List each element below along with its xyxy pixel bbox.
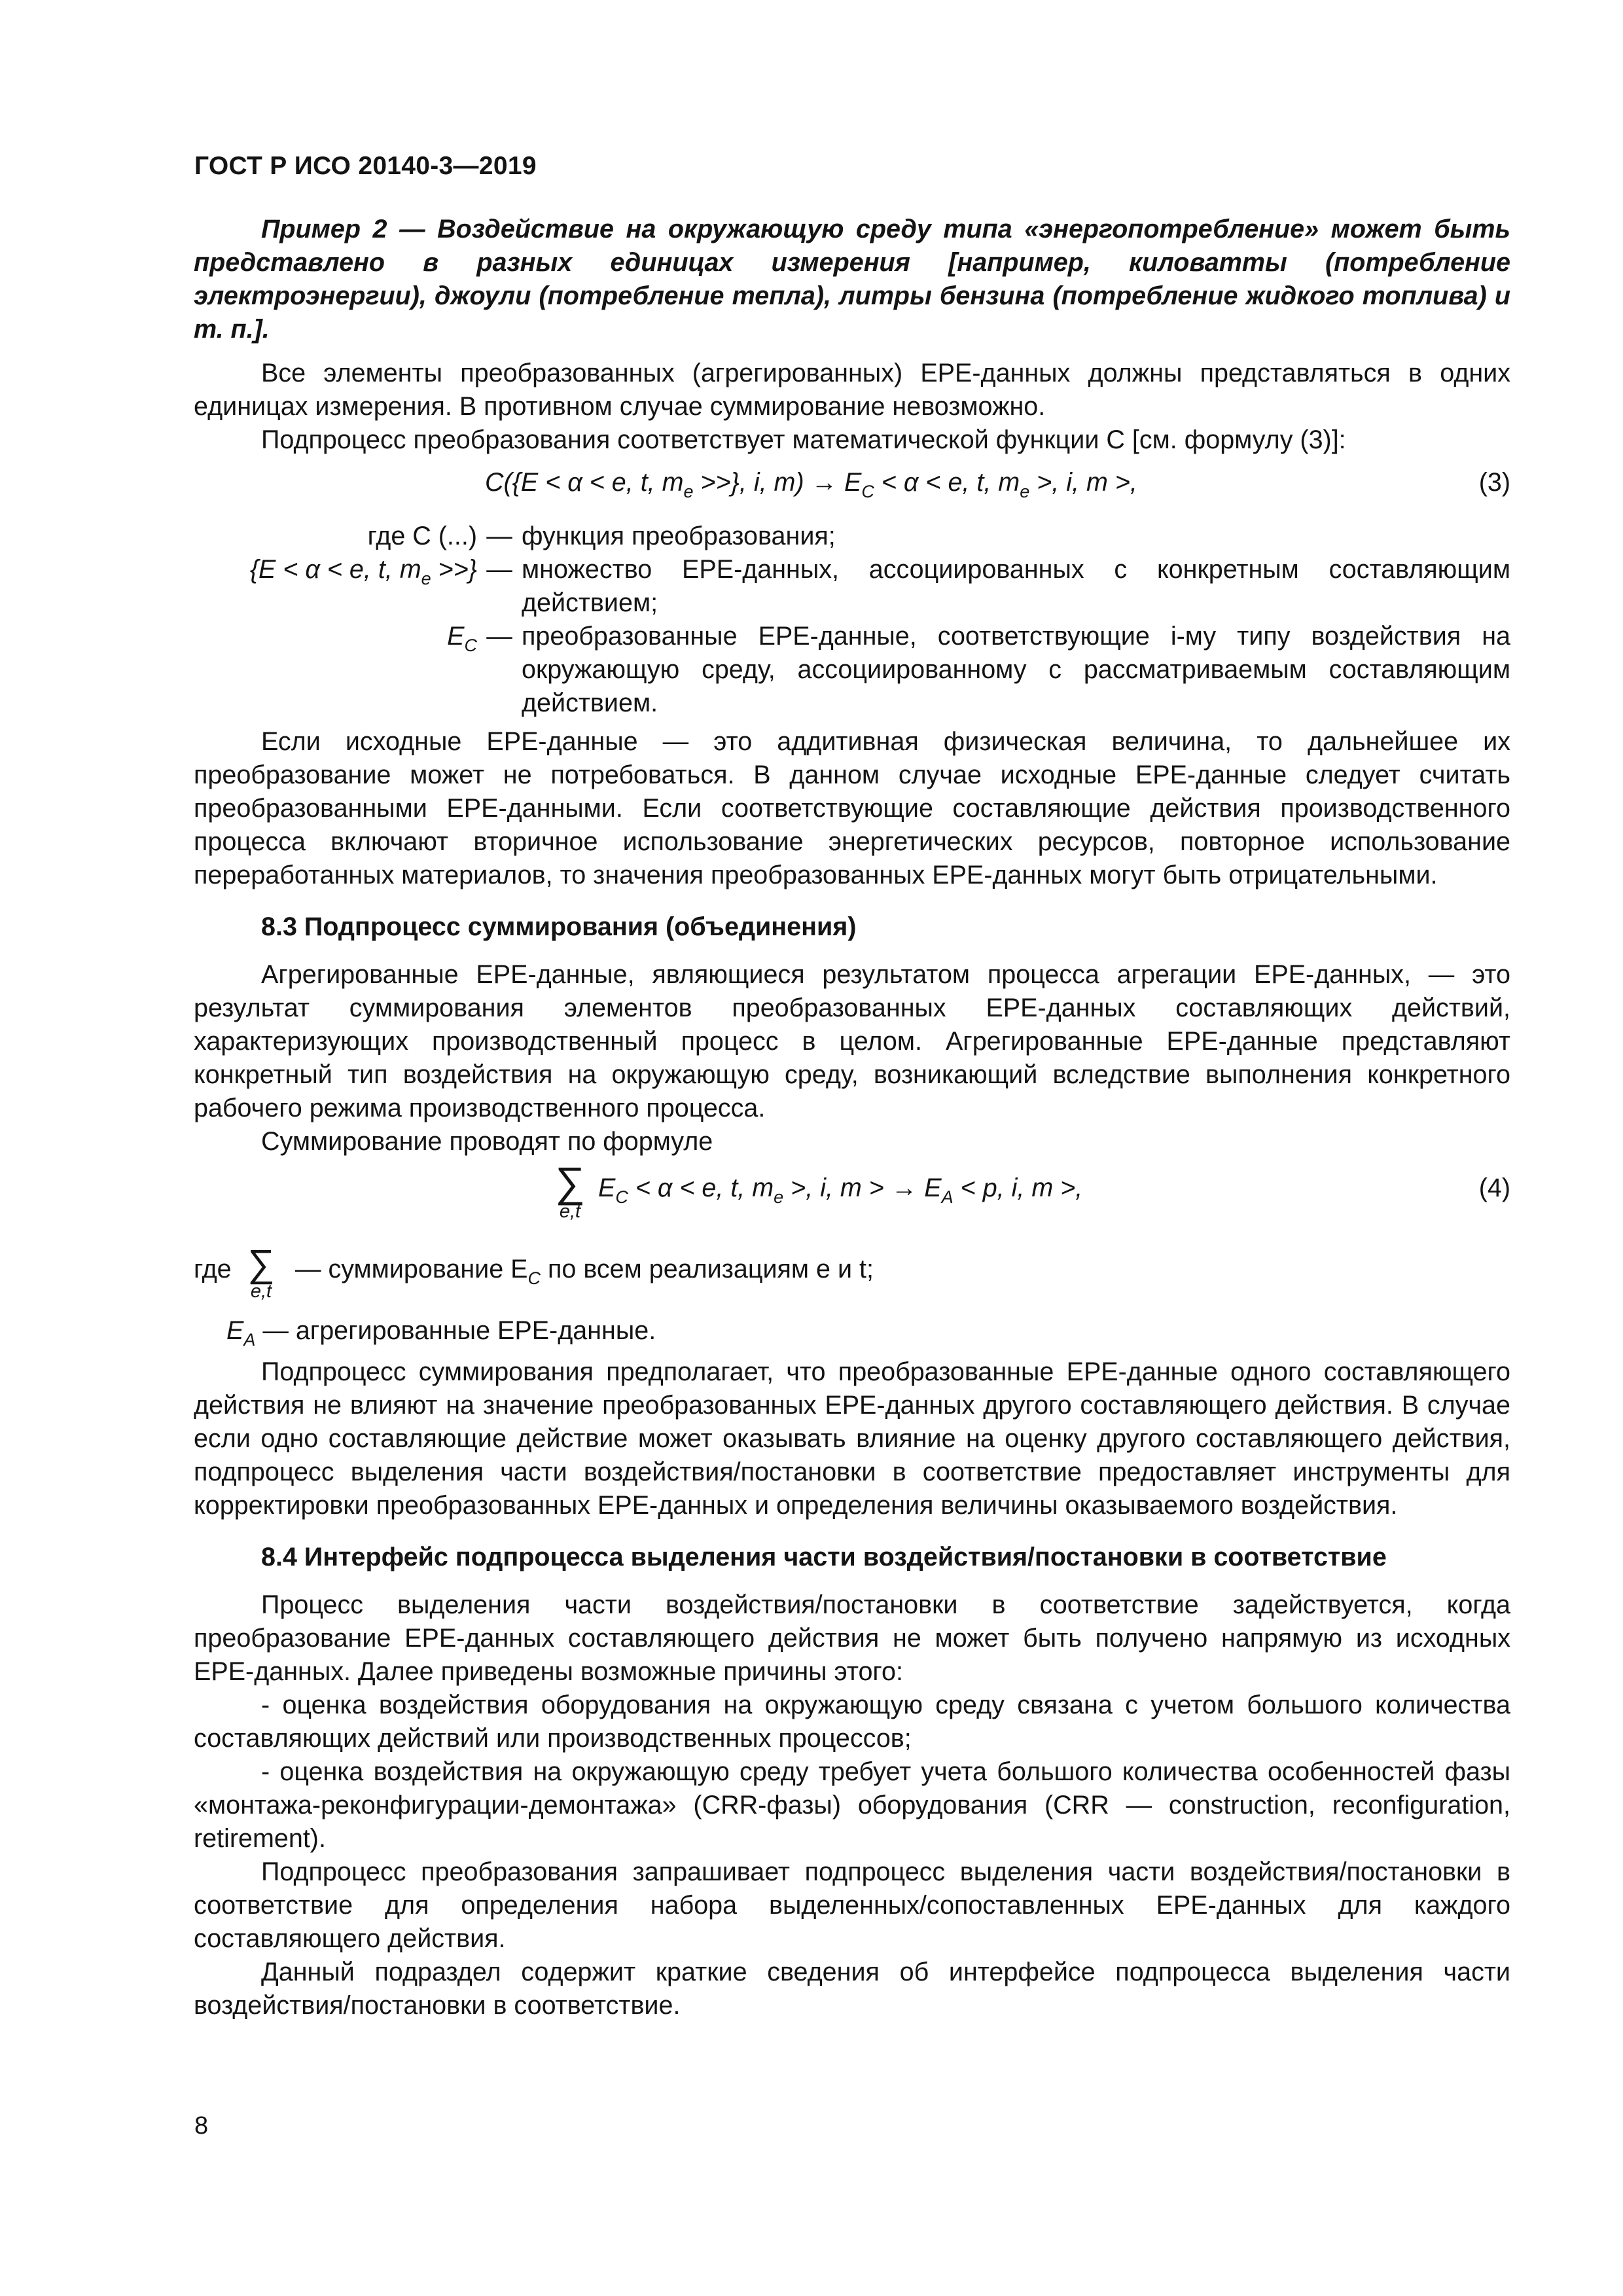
formula-4-number: (4) [1478,1174,1510,1202]
formula-4-where: где ∑ e,t — суммирование $E_C$ по всем реализациям e и t; [194,1242,874,1302]
formula-3-number: (3) [1478,468,1510,497]
example-2: Пример 2 — Воздействие на окружающую среду типа «энергопотребление» может быть представлено в разных единицах измерения [например, киловатты (потребление электроэнергии), джоули (потребление тепла), литры бензина (потребление жидкого топлива) и т. п.]. [194,215,1510,344]
document-body [194,213,1510,2022]
definition-item: $E_C$ — преобразованные EPE-данные, соответствующие i-му типу воздействия на окружающую среду, ассоциированному с рассматриваемым составляющим действием. [194,620,1510,720]
paragraph: Подпроцесс преобразования запрашивает подпроцесс выделения части воздействия/постановки в соответствие для определения набора выделенных/сопоставленных EPE-данных для каждого составляющего действия. [194,1857,1510,1953]
formula-3-expression: C({E < α < e, t, $m_e$ >>}, i, $m) \to E_C < \alpha < e$, t, $m_e$ >, i, m >, [485,468,1137,501]
section-heading-8-3: 8.3 Подпроцесс суммирования (объединения) [261,912,857,941]
paragraph: Подпроцесс суммирования предполагает, что преобразованные EPE-данные одного составляющего действия не влияют на значение преобразованных EPE-данных другого составляющего действия. В случае если одно составляющие действие может оказывать влияние на оценку другого составляющего действия, подпроцесс выделения части воздействия/постановки в соответствие предоставляет инструменты для корректировки преобразованных EPE-данных и определения величины оказываемого воздействия. [194,1357,1510,1520]
definition-item: {E < α < e, t, $m_e$ >>} — множество EPE-данных, ассоциированных с конкретным составляющим действием; [194,553,1510,620]
formula-4 [194,1158,1510,1240]
list-item: - оценка воздействия оборудования на окружающую среду связана с учетом большого количества составляющих действий или производственных процессов; [194,1691,1510,1753]
definition-term: $E_C$ [447,622,477,655]
sum-symbol: ∑ e,t [247,1242,275,1302]
ea-definition: $E_A$ — агрегированные EPE-данные. [226,1316,656,1350]
paragraph: Суммирование проводят по формуле [261,1127,713,1156]
definition-desc: преобразованные EPE-данные, соответствующие i-му типу воздействия на окружающую среду, ассоциированному с рассматриваемым составляющим действием. [522,622,1510,717]
paragraph: Данный подраздел содержит краткие сведения об интерфейсе подпроцесса выделения части воздействия/постановки в соответствие. [194,1958,1510,2020]
definition-term: {E < α < e, t, $m_e$ >>} [249,555,477,588]
formula-3 [194,463,1510,512]
definition-desc: множество EPE-данных, ассоциированных с конкретным составляющим действием; [522,555,1510,617]
list-item: - оценка воздействия на окружающую среду требует учета большого количества особенностей фазы «монтажа-реконфигурации-демонтажа» (CRR-фазы) оборудования (CRR — construction, reconfiguration, retirement). [194,1757,1510,1853]
paragraph: Агрегированные EPE-данные, являющиеся результатом процесса агрегации EPE-данных, — это результат суммирования элементов преобразованных EPE-данных составляющих действий, характеризующих производственный процесс в целом. Агрегированные EPE-данные представляют конкретный тип воздействия на окружающую среду, возникающий вследствие выполнения конкретного рабочего режима производственного процесса. [194,960,1510,1122]
formula-3-definitions [194,520,1510,720]
definition-term: где C (...) [367,522,477,550]
paragraph: Если исходные EPE-данные — это аддитивная физическая величина, то дальнейшее их преобразование может не потребоваться. В данном случае исходные EPE-данные следует считать преобразованными EPE-данными. Если соответствующие составляющие действия производственного процесса включают вторичное использование энергетических ресурсов, повторное использование переработанных материалов, то значения преобразованных EPE-данных могут быть отрицательными. [194,727,1510,889]
paragraph: Все элементы преобразованных (агрегированных) EPE-данных должны представляться в одних единицах измерения. В противном случае суммирование невозможно. [194,359,1510,421]
sum-definition: — суммирование $E_C$ по всем реализациям e и t; [295,1255,874,1288]
page-number: 8 [194,2112,209,2140]
section-heading-8-4: 8.4 Интерфейс подпроцесса выделения части воздействия/постановки в соответствие [261,1543,1387,1571]
sum-symbol: ∑ e,t [555,1158,585,1222]
document-header: ГОСТ Р ИСО 20140-3—2019 [194,152,537,180]
paragraph: Подпроцесс преобразования соответствует математической функции C [см. формулу (3)]: [261,425,1346,454]
definition-desc: функция преобразования; [522,522,836,550]
formula-4-expression: $E_C < \alpha < e$, t, $m_e$ >, i, m > → $E_A < p$, i, m >, [598,1174,1083,1207]
definition-item: где C (...) — функция преобразования; [194,520,1510,553]
paragraph: Процесс выделения части воздействия/постановки в соответствие задействуется, когда преобразование EPE-данных составляющего действия не может быть получено напрямую из исходных EPE-данных. Далее приведены возможные причины этого: [194,1590,1510,1686]
